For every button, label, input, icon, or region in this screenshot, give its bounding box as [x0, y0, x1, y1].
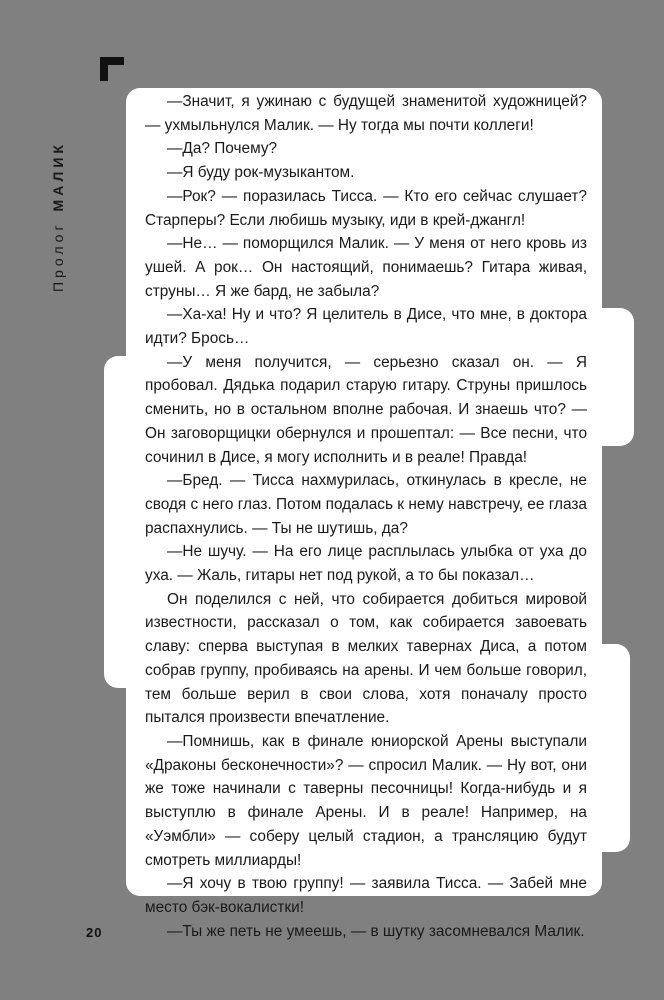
- body-text: [145, 90, 587, 943]
- chapter-name: МАЛИК: [50, 141, 66, 212]
- paragraph: —Да? Почему?: [167, 140, 278, 158]
- paragraph: —Я буду рок-музыкантом.: [167, 164, 355, 182]
- paragraph: —У меня получится, — серьезно сказал он. — Я пробовал. Дядька подарил старую гитару. Струны пришлось сменить, но в остальном вполне рабочая. И знаешь что? — Он заговорщицки обернулся и прошептал: — Все песни, что сочинил в Дисе, я могу исполнить и в реале! Правда!: [145, 353, 587, 466]
- paragraph: —Ты же петь не умеешь, — в шутку засомневался Малик.: [167, 922, 585, 940]
- page-number: 20: [86, 925, 103, 940]
- paragraph: —Рок? — поразилась Тисса. — Кто его сейчас слушает? Старперы? Если любишь музыку, иди в крей-джангл!: [145, 187, 587, 229]
- running-header: [50, 141, 66, 292]
- paragraph: —Не… — поморщился Малик. — У меня от него кровь из ушей. А рок… Он настоящий, понимаешь? Гитара живая, струны… Я же бард, не забыла?: [145, 235, 587, 300]
- paragraph: Он поделился с ней, что собирается добиться мировой известности, рассказал о том, как собирается завоевать славу: сперва выступая в мелких тавернах Диса, а потом собрав группу, пробиваясь на арены. И чем больше говорил, тем больше верил в свои слова, хотя поначалу просто пытался произвести впечатление.: [145, 590, 587, 727]
- paragraph: —Ха-ха! Ну и что? Я целитель в Дисе, что мне, в доктора идти? Брось…: [145, 306, 587, 348]
- corner-bracket-icon: [100, 57, 124, 81]
- section-label: Пролог: [50, 221, 66, 292]
- paragraph: —Помнишь, как в финале юниорской Арены выступали «Драконы бесконечности»? — спросил Малик. — Ну вот, они же тоже начинали с таверны песочницы! Когда-нибудь и я выступлю в финале Арены. И в реале! Например, на «Уэмбли» — соберу целый стадион, а трансляцию будут смотреть миллиарды!: [145, 732, 587, 869]
- paragraph: —Не шучу. — На его лице расплылась улыбка от уха до уха. — Жаль, гитары нет под рукой, а то бы показал…: [145, 543, 587, 585]
- paragraph: —Значит, я ужинаю с будущей знаменитой художницей? — ухмыльнулся Малик. — Ну тогда мы почти коллеги!: [145, 93, 587, 134]
- paragraph: —Бред. — Тисса нахмурилась, откинулась в кресле, не сводя с него глаз. Потом подалась к нему навстречу, ее глаза распахнулись. — Ты не шутишь, да?: [145, 472, 587, 537]
- paragraph: —Я хочу в твою группу! — заявила Тисса. — Забей мне место бэк-вокалистки!: [145, 875, 587, 916]
